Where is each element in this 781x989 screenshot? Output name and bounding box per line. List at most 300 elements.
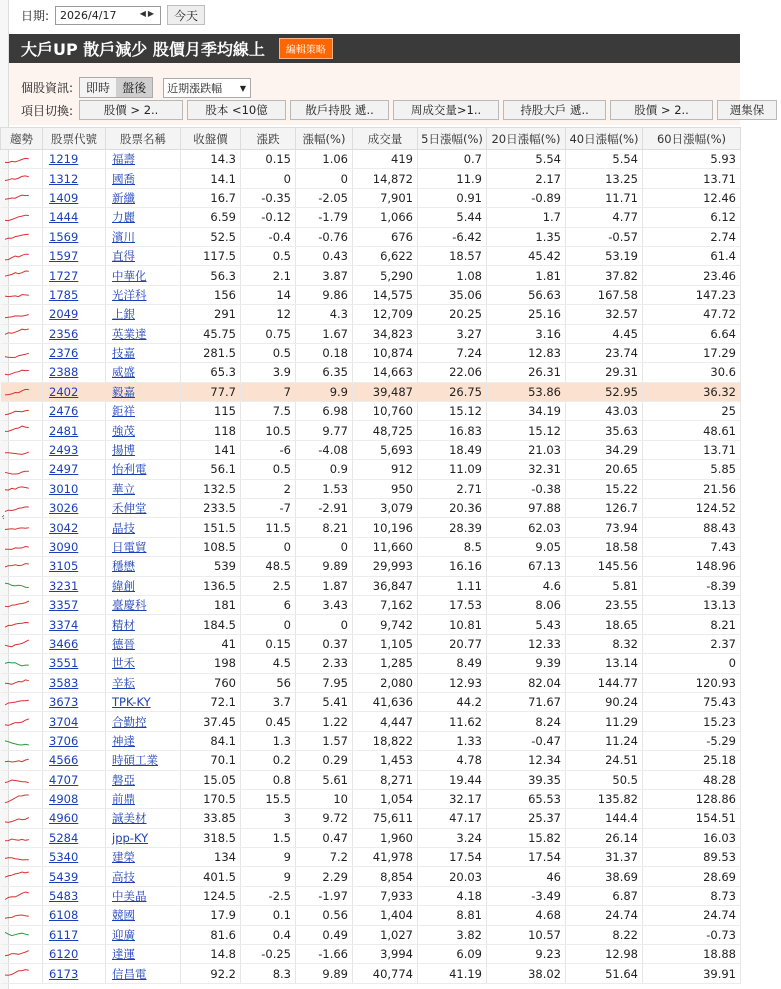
sparkline-icon: [3, 637, 35, 650]
column-header[interactable]: 趨勢: [1, 128, 43, 150]
d5-cell: 16.16: [418, 557, 487, 576]
stock-name-link[interactable]: 技嘉: [112, 346, 135, 361]
d60-cell: 39.91: [643, 964, 741, 983]
stock-name-cell: [106, 654, 181, 673]
sparkline-icon: [3, 734, 35, 747]
column-header[interactable]: 股票代號: [43, 128, 106, 150]
stock-code-cell: [43, 557, 106, 576]
stock-code-cell: [43, 188, 106, 207]
table-row[interactable]: [1, 789, 741, 808]
stock-code-link[interactable]: 3090: [49, 540, 79, 554]
vol-cell: 1,066: [353, 208, 418, 227]
d60-cell: 25.18: [643, 751, 741, 770]
d60-cell: -5.29: [643, 731, 741, 750]
table-row[interactable]: [1, 421, 741, 440]
stock-name-link[interactable]: 日電貿: [112, 540, 147, 554]
stock-name-link[interactable]: 強茂: [112, 423, 135, 438]
stock-code-link[interactable]: 3374: [49, 617, 79, 632]
sparkline-icon: [3, 424, 35, 437]
stock-code-link[interactable]: 3105: [49, 559, 79, 574]
trend-sparkline: [1, 479, 43, 498]
d20-cell: 10.57: [487, 925, 566, 944]
stock-code-link[interactable]: 3026: [49, 501, 79, 516]
column-header[interactable]: 成交量: [353, 128, 418, 150]
stock-name-link[interactable]: 建榮: [112, 850, 135, 865]
stock-name-link[interactable]: 力麗: [112, 210, 135, 225]
stock-name-cell: [106, 770, 181, 789]
stock-code-link[interactable]: 6120: [49, 947, 79, 962]
item-switch-button[interactable]: 周成交量>1..: [393, 100, 499, 120]
trend-sparkline: [1, 188, 43, 207]
chg-cell: -0.12: [241, 208, 296, 227]
close-cell: 136.5: [181, 576, 241, 595]
stock-code-link[interactable]: 6173: [49, 966, 79, 981]
column-header[interactable]: 5日漲幅(%): [418, 128, 487, 150]
d20-cell: -3.49: [487, 886, 566, 905]
stock-code-cell: [43, 867, 106, 886]
table-row[interactable]: [1, 615, 741, 634]
stock-name-link[interactable]: 時碩工業: [112, 753, 158, 768]
stock-name-link[interactable]: 中美晶: [112, 889, 147, 904]
pct-cell: 0: [296, 615, 353, 634]
table-row[interactable]: [1, 906, 741, 925]
stock-name-link[interactable]: TPK-KY: [112, 695, 151, 710]
stock-code-link[interactable]: 3042: [49, 520, 79, 535]
d5-cell: 0.7: [418, 150, 487, 169]
d20-cell: 8.24: [487, 712, 566, 731]
pct-cell: 1.53: [296, 479, 353, 498]
stock-name-link[interactable]: 揚博: [112, 443, 135, 458]
table-row[interactable]: [1, 402, 741, 421]
stock-name-link[interactable]: 信昌電: [112, 966, 147, 981]
table-row[interactable]: [1, 634, 741, 653]
pct-cell: 0.47: [296, 828, 353, 847]
trend-sparkline: [1, 150, 43, 169]
stock-code-cell: [43, 479, 106, 498]
stock-name-link[interactable]: 磐亞: [112, 772, 135, 787]
stock-code-cell: [43, 770, 106, 789]
stock-code-link[interactable]: 3583: [49, 675, 79, 690]
d5-cell: 8.49: [418, 654, 487, 673]
close-cell: 184.5: [181, 615, 241, 634]
stock-code-link[interactable]: 5483: [49, 889, 79, 904]
stock-code-link[interactable]: 6108: [49, 908, 79, 923]
mode-toggle[interactable]: [79, 77, 153, 98]
strategy-title: 大戶UP 散戶減少 股價月季均線上: [21, 40, 265, 59]
table-row[interactable]: [1, 654, 741, 673]
today-button[interactable]: 今天: [167, 5, 205, 25]
d60-cell: 5.93: [643, 150, 741, 169]
close-cell: 141: [181, 440, 241, 459]
table-row[interactable]: [1, 731, 741, 750]
item-switch-button[interactable]: 股價 > 2..: [79, 100, 183, 120]
d60-cell: 47.72: [643, 305, 741, 324]
column-header[interactable]: 收盤價: [181, 128, 241, 150]
chg-cell: 0.15: [241, 634, 296, 653]
item-switch-button[interactable]: 散戶持股 遞..: [290, 100, 389, 120]
vol-cell: 1,285: [353, 654, 418, 673]
stock-name-link[interactable]: 直得: [112, 249, 135, 264]
stock-name-cell: [106, 421, 181, 440]
stock-code-link[interactable]: 1727: [49, 268, 79, 283]
stock-code-link[interactable]: 2388: [49, 365, 79, 380]
stock-code-link[interactable]: 3466: [49, 636, 79, 651]
table-row[interactable]: [1, 770, 741, 789]
close-cell: 6.59: [181, 208, 241, 227]
stock-name-link[interactable]: 達運: [112, 947, 135, 962]
stock-name-link[interactable]: 威盛: [112, 365, 135, 380]
stock-name-link[interactable]: 臺慶科: [112, 598, 147, 613]
stock-code-link[interactable]: 3231: [49, 578, 79, 593]
stock-code-link[interactable]: 3704: [49, 714, 79, 729]
stock-name-link[interactable]: 福壽: [112, 152, 135, 167]
d5-cell: 11.9: [418, 169, 487, 188]
stock-name-link[interactable]: 毅嘉: [112, 384, 135, 399]
stock-code-link[interactable]: 1312: [49, 171, 79, 186]
stock-code-cell: [43, 518, 106, 537]
chg-cell: 0.15: [241, 150, 296, 169]
trend-sparkline: [1, 266, 43, 285]
d5-cell: 8.81: [418, 906, 487, 925]
stock-name-cell: [106, 382, 181, 401]
table-row[interactable]: [1, 518, 741, 537]
d60-cell: 8.73: [643, 886, 741, 905]
chg-cell: 9: [241, 867, 296, 886]
vol-cell: 4,447: [353, 712, 418, 731]
stock-code-cell: [43, 285, 106, 304]
pct-cell: 0.29: [296, 751, 353, 770]
table-row[interactable]: [1, 925, 741, 944]
stock-code-link[interactable]: 2497: [49, 462, 79, 477]
item-switch-button[interactable]: 週集保: [717, 100, 777, 120]
vol-cell: 10,874: [353, 343, 418, 362]
stock-code-link[interactable]: 1444: [49, 210, 79, 225]
sparkline-icon: [3, 812, 35, 825]
stock-name-link[interactable]: 合勤控: [112, 714, 147, 729]
table-row[interactable]: [1, 557, 741, 576]
stock-name-link[interactable]: 精材: [112, 617, 135, 632]
stock-code-link[interactable]: 3551: [49, 656, 79, 671]
pct-cell: 4.3: [296, 305, 353, 324]
pct-cell: 0.18: [296, 343, 353, 362]
d60-cell: 25: [643, 402, 741, 421]
table-row[interactable]: [1, 479, 741, 498]
table-row[interactable]: [1, 945, 741, 964]
close-cell: 14.1: [181, 169, 241, 188]
chg-cell: 9: [241, 848, 296, 867]
stock-code-link[interactable]: 1569: [49, 229, 79, 244]
trend-sparkline: [1, 208, 43, 227]
close-cell: 115: [181, 402, 241, 421]
stock-code-link[interactable]: 2356: [49, 326, 79, 341]
d60-cell: 13.71: [643, 440, 741, 459]
range-select[interactable]: [163, 78, 251, 98]
d40-cell: 145.56: [566, 557, 643, 576]
table-row[interactable]: [1, 751, 741, 770]
d5-cell: 8.5: [418, 537, 487, 556]
stock-code-cell: [43, 499, 106, 518]
trend-sparkline: [1, 731, 43, 750]
trend-sparkline: [1, 246, 43, 265]
d20-cell: 1.81: [487, 266, 566, 285]
vol-cell: 676: [353, 227, 418, 246]
stock-name-cell: [106, 964, 181, 983]
stock-code-link[interactable]: 3706: [49, 733, 79, 748]
table-header-row: [1, 128, 741, 150]
stock-name-link[interactable]: 鉅祥: [112, 404, 135, 419]
vol-cell: 8,271: [353, 770, 418, 789]
edit-strategy-button[interactable]: 編輯策略: [279, 38, 333, 59]
stock-name-cell: [106, 712, 181, 731]
stock-code-link[interactable]: 5284: [49, 830, 79, 845]
d20-cell: 1.7: [487, 208, 566, 227]
table-row[interactable]: [1, 382, 741, 401]
stock-name-link[interactable]: 中華化: [112, 268, 147, 283]
stock-name-link[interactable]: 光洋科: [112, 287, 147, 302]
sparkline-icon: [3, 928, 35, 941]
trend-sparkline: [1, 809, 43, 828]
stock-code-link[interactable]: 4566: [49, 753, 79, 768]
stock-code-link[interactable]: 2049: [49, 307, 79, 322]
pct-cell: 7.95: [296, 673, 353, 692]
column-header[interactable]: 漲跌: [241, 128, 296, 150]
close-cell: 281.5: [181, 343, 241, 362]
d20-cell: 65.53: [487, 789, 566, 808]
stock-code-link[interactable]: 3673: [49, 695, 79, 710]
d60-cell: 128.86: [643, 789, 741, 808]
sparkline-icon: [3, 502, 35, 515]
table-row[interactable]: [1, 266, 741, 285]
pct-cell: 7.2: [296, 848, 353, 867]
stock-name-link[interactable]: 誠美材: [112, 811, 147, 826]
table-row[interactable]: [1, 499, 741, 518]
d40-cell: 167.58: [566, 285, 643, 304]
table-row[interactable]: [1, 537, 741, 556]
d20-cell: 3.16: [487, 324, 566, 343]
stock-name-cell: [106, 615, 181, 634]
stock-name-link[interactable]: 上銀: [112, 307, 135, 322]
close-cell: 72.1: [181, 692, 241, 711]
sparkline-icon: [3, 250, 35, 263]
d40-cell: 144.4: [566, 809, 643, 828]
table-row[interactable]: [1, 363, 741, 382]
item-switch-button[interactable]: 股本 <10億: [187, 100, 286, 120]
d40-cell: 12.98: [566, 945, 643, 964]
close-cell: 37.45: [181, 712, 241, 731]
stock-name-link[interactable]: 禾伸堂: [112, 501, 147, 516]
stock-name-cell: [106, 925, 181, 944]
d40-cell: 5.54: [566, 150, 643, 169]
stock-name-link[interactable]: 穩懋: [112, 559, 135, 574]
stock-name-link[interactable]: 華立: [112, 481, 135, 496]
d5-cell: 28.39: [418, 518, 487, 537]
table-row[interactable]: [1, 285, 741, 304]
stock-code-cell: [43, 440, 106, 459]
sparkline-icon: [3, 793, 35, 806]
table-row[interactable]: [1, 460, 741, 479]
d40-cell: 135.82: [566, 789, 643, 808]
stock-name-link[interactable]: 國喬: [112, 171, 135, 186]
stock-name-link[interactable]: 競國: [112, 908, 135, 923]
pct-cell: 9.77: [296, 421, 353, 440]
d60-cell: 2.37: [643, 634, 741, 653]
d60-cell: 17.29: [643, 343, 741, 362]
stock-name-link[interactable]: 前鼎: [112, 792, 135, 807]
vol-cell: 18,822: [353, 731, 418, 750]
item-switch-button[interactable]: 股價 > 2..: [610, 100, 713, 120]
trend-sparkline: [1, 886, 43, 905]
column-header[interactable]: 漲幅(%): [296, 128, 353, 150]
stock-name-cell: [106, 595, 181, 614]
stock-name-link[interactable]: 緯創: [112, 578, 135, 593]
table-row[interactable]: [1, 576, 741, 595]
table-row[interactable]: [1, 246, 741, 265]
table-row[interactable]: [1, 886, 741, 905]
stock-code-cell: [43, 208, 106, 227]
column-header[interactable]: 20日漲幅(%): [487, 128, 566, 150]
stock-code-cell: [43, 712, 106, 731]
sparkline-icon: [3, 754, 35, 767]
stock-name-link[interactable]: 濱川: [112, 229, 135, 244]
stock-name-link[interactable]: 怡利電: [112, 462, 147, 477]
pct-cell: 10: [296, 789, 353, 808]
date-input[interactable]: [55, 6, 161, 25]
stock-code-link[interactable]: 3357: [49, 598, 79, 613]
item-switch-label: 項目切換:: [21, 103, 74, 118]
stock-code-link[interactable]: 3010: [49, 481, 79, 496]
d60-cell: 16.03: [643, 828, 741, 847]
d5-cell: 41.19: [418, 964, 487, 983]
stock-code-link[interactable]: 4960: [49, 811, 79, 826]
d5-cell: 4.78: [418, 751, 487, 770]
stock-code-link[interactable]: 4908: [49, 792, 79, 807]
trend-sparkline: [1, 402, 43, 421]
stock-name-link[interactable]: 神達: [112, 733, 135, 748]
table-row[interactable]: [1, 150, 741, 169]
stock-code-link[interactable]: 2476: [49, 404, 79, 419]
chg-cell: 2: [241, 479, 296, 498]
stock-name-link[interactable]: 高技: [112, 869, 135, 884]
table-row[interactable]: [1, 595, 741, 614]
close-cell: 170.5: [181, 789, 241, 808]
table-row[interactable]: [1, 305, 741, 324]
d5-cell: 12.93: [418, 673, 487, 692]
item-switch-button[interactable]: 持股大戶 遞..: [503, 100, 606, 120]
chg-cell: 0: [241, 537, 296, 556]
column-header[interactable]: 60日漲幅(%): [643, 128, 741, 150]
d40-cell: 29.31: [566, 363, 643, 382]
stock-code-link[interactable]: 1219: [49, 152, 79, 167]
table-row[interactable]: [1, 227, 741, 246]
d20-cell: 9.23: [487, 945, 566, 964]
stock-name-link[interactable]: 晶技: [112, 520, 135, 535]
table-row[interactable]: [1, 169, 741, 188]
table-row[interactable]: [1, 673, 741, 692]
d60-cell: -0.73: [643, 925, 741, 944]
chg-cell: 1.3: [241, 731, 296, 750]
stock-code-cell: [43, 460, 106, 479]
stock-code-link[interactable]: 1409: [49, 190, 79, 205]
chg-cell: 7: [241, 382, 296, 401]
sparkline-icon: [3, 715, 35, 728]
stock-code-link[interactable]: 2493: [49, 443, 79, 458]
table-row[interactable]: [1, 188, 741, 207]
table-row[interactable]: [1, 692, 741, 711]
stock-name-link[interactable]: jpp-KY: [112, 830, 149, 845]
close-cell: 70.1: [181, 751, 241, 770]
pct-cell: -4.08: [296, 440, 353, 459]
column-header[interactable]: 40日漲幅(%): [566, 128, 643, 150]
table-row[interactable]: [1, 867, 741, 886]
d60-cell: 6.12: [643, 208, 741, 227]
d5-cell: 3.27: [418, 324, 487, 343]
stock-code-link[interactable]: 4707: [49, 772, 79, 787]
table-row[interactable]: [1, 324, 741, 343]
d60-cell: 48.28: [643, 770, 741, 789]
sparkline-icon: [3, 696, 35, 709]
collapse-arrow-icon[interactable]: ‹: [1, 512, 5, 523]
trend-sparkline: [1, 654, 43, 673]
stock-name-link[interactable]: 英業達: [112, 326, 147, 341]
d40-cell: 50.5: [566, 770, 643, 789]
stock-name-link[interactable]: 辛耘: [112, 675, 135, 690]
stock-code-link[interactable]: 5439: [49, 869, 79, 884]
d40-cell: 73.94: [566, 518, 643, 537]
stock-code-link[interactable]: 1785: [49, 287, 79, 302]
stock-code-link[interactable]: 6117: [49, 927, 79, 942]
mode-realtime-button[interactable]: 即時: [80, 78, 116, 97]
vol-cell: 14,872: [353, 169, 418, 188]
stock-name-cell: [106, 751, 181, 770]
table-row[interactable]: [1, 712, 741, 731]
close-cell: 108.5: [181, 537, 241, 556]
stock-name-link[interactable]: 世禾: [112, 656, 135, 671]
d60-cell: 24.74: [643, 906, 741, 925]
stock-name-link[interactable]: 德晉: [112, 636, 135, 651]
stock-code-cell: [43, 382, 106, 401]
d5-cell: 20.77: [418, 634, 487, 653]
stock-code-link[interactable]: 2481: [49, 423, 79, 438]
stock-name-cell: [106, 848, 181, 867]
stock-code-link[interactable]: 5340: [49, 850, 79, 865]
table-row[interactable]: [1, 848, 741, 867]
stock-code-link[interactable]: 2376: [49, 346, 79, 361]
d5-cell: 6.09: [418, 945, 487, 964]
table-row[interactable]: [1, 828, 741, 847]
column-header[interactable]: 股票名稱: [106, 128, 181, 150]
stock-code-link[interactable]: 2402: [49, 384, 79, 399]
mode-afterhours-button[interactable]: 盤後: [116, 78, 152, 97]
d60-cell: 148.96: [643, 557, 741, 576]
d20-cell: 97.88: [487, 499, 566, 518]
table-row[interactable]: [1, 343, 741, 362]
table-row[interactable]: [1, 440, 741, 459]
date-nav-arrows-icon[interactable]: ◀▶: [139, 8, 157, 18]
stock-name-link[interactable]: 新纖: [112, 190, 135, 205]
table-row[interactable]: [1, 809, 741, 828]
table-row[interactable]: [1, 964, 741, 983]
chg-cell: 0.5: [241, 246, 296, 265]
stock-code-link[interactable]: 1597: [49, 249, 79, 264]
d20-cell: 25.16: [487, 305, 566, 324]
table-row[interactable]: [1, 208, 741, 227]
d20-cell: 26.31: [487, 363, 566, 382]
d40-cell: 13.14: [566, 654, 643, 673]
chg-cell: 0.5: [241, 460, 296, 479]
vol-cell: 950: [353, 479, 418, 498]
stock-name-link[interactable]: 迎廣: [112, 927, 135, 942]
d20-cell: -0.89: [487, 188, 566, 207]
